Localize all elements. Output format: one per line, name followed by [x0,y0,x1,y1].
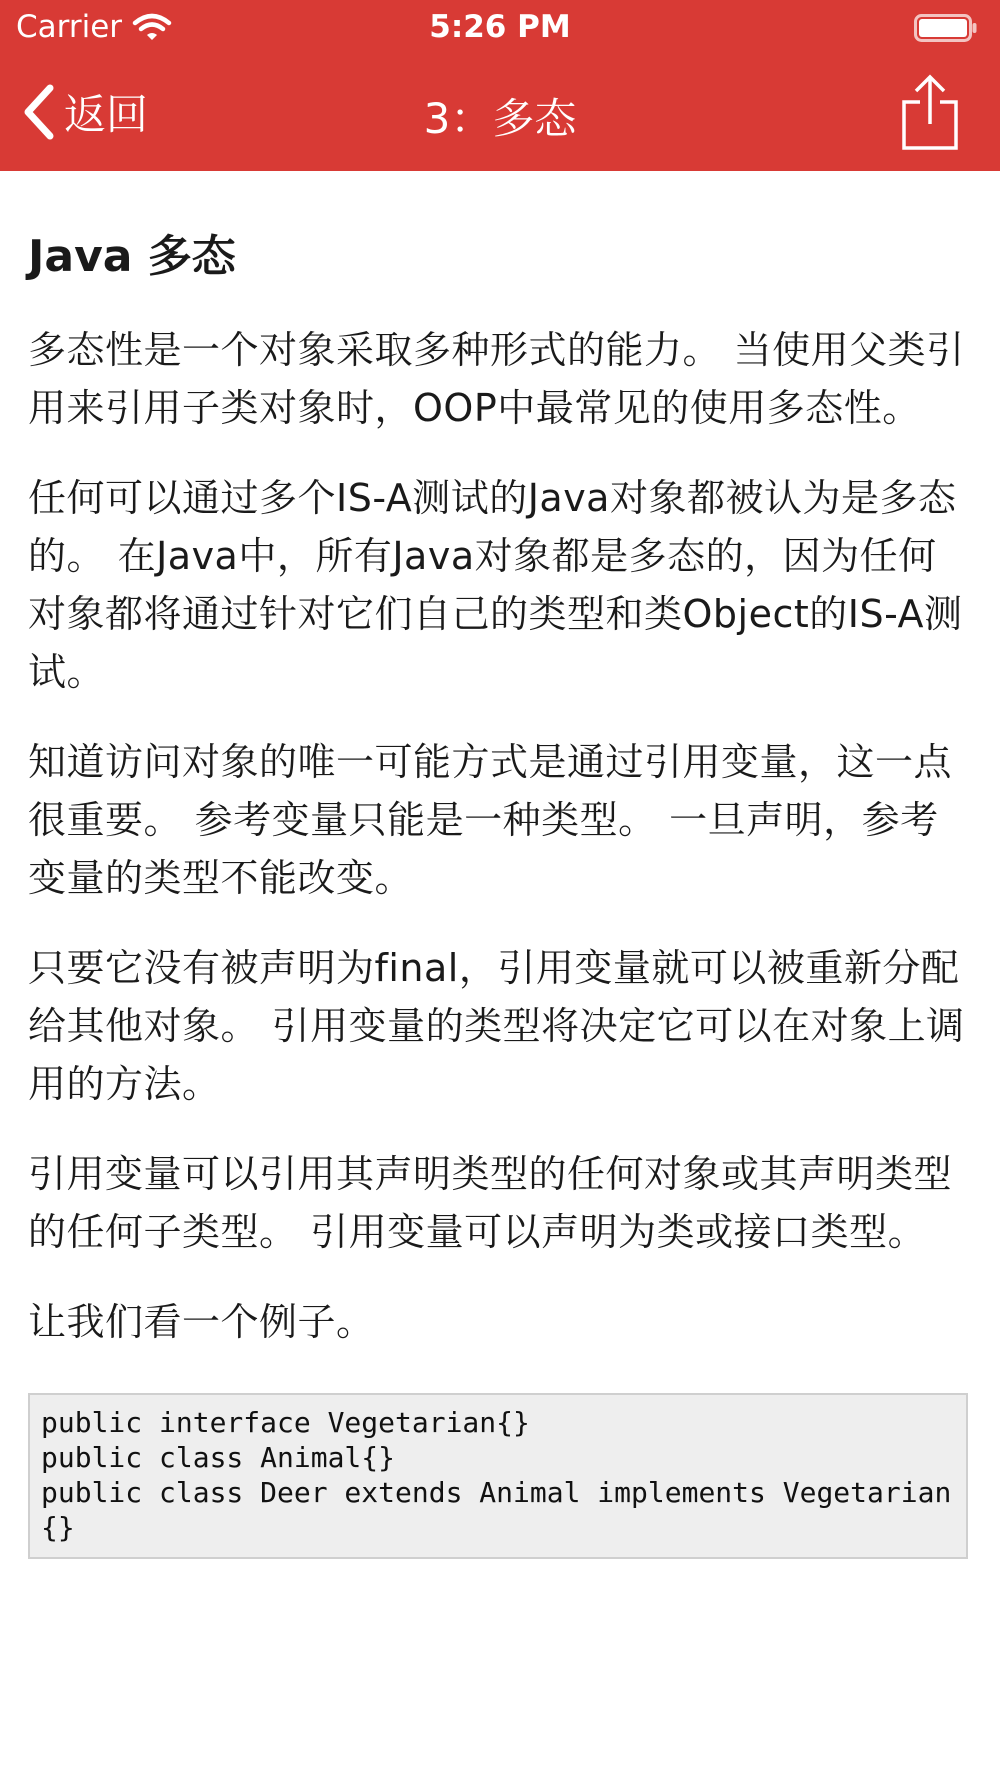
code-block: public interface Vegetarian{} public class Animal{} public class Deer extends Animal implements Vegetarian{} [28,1393,968,1559]
status-time: 5:26 PM [429,9,571,45]
article-paragraph: 多态性是一个对象采取多种形式的能力。 当使用父类引用来引用子类对象时，OOP中最常见的使用多态性。 [28,328,965,430]
article-paragraph: 任何可以通过多个IS-A测试的Java对象都被认为是多态的。 在Java中，所有Java对象都是多态的，因为任何对象都将通过针对它们自己的类型和类Object的IS-A测试。 [28,476,963,694]
navigation-bar [0,56,1000,171]
battery-icon [914,14,978,42]
article-heading: Java 多态 [28,231,236,282]
article-paragraph: 让我们看一个例子。 [28,1300,375,1344]
article-paragraph: 只要它没有被声明为final，引用变量就可以被重新分配给其他对象。 引用变量的类型将决定它可以在对象上调用的方法。 [28,946,965,1106]
nav-title: 3：多态 [423,94,577,143]
share-icon[interactable] [900,74,960,150]
back-label: 返回 [64,90,149,139]
top-bar [0,0,1000,171]
article-paragraph: 知道访问对象的唯一可能方式是通过引用变量，这一点很重要。 参考变量只能是一种类型。 一旦声明，参考变量的类型不能改变。 [28,740,953,900]
article-content [28,171,972,1559]
carrier-label: Carrier [16,9,123,45]
status-bar [0,0,1000,56]
article-paragraph: 引用变量可以引用其声明类型的任何对象或其声明类型的任何子类型。 引用变量可以声明为类或接口类型。 [28,1152,953,1254]
